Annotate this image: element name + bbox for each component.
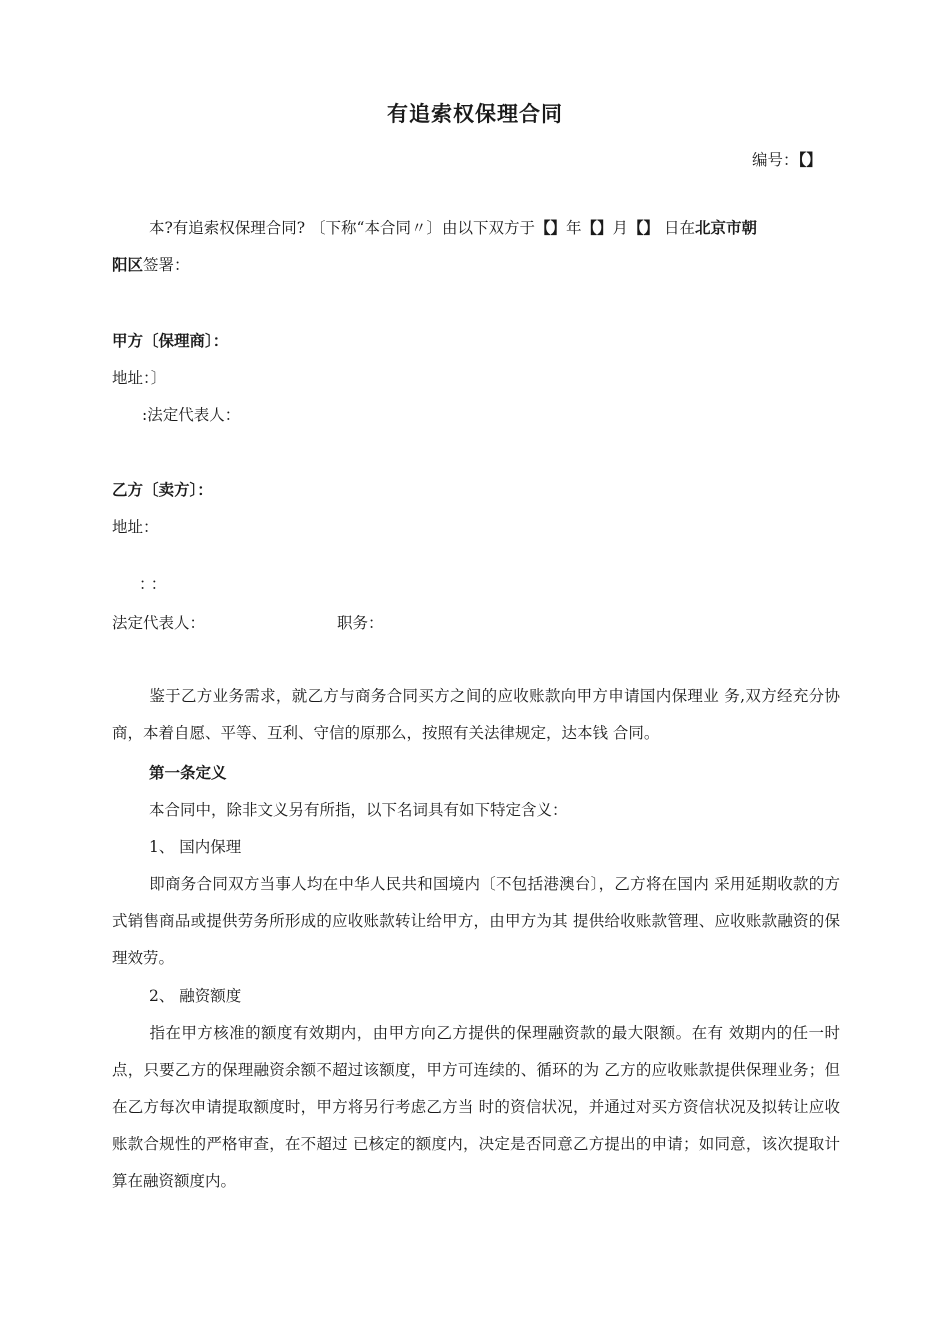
item-2-text: 指在甲方核准的额度有效期内，由甲方向乙方提供的保理融资款的最大限额。在有 效期内的任一时点，只要乙方的保理融资余额不超过该额度，甲方可连续的、循环的为 乙方的应收账款提供保理业务；但在乙方每次申请提取额度时，甲方将另行考虑乙方当 时的资信状况，并通过对买方资信状况及拟转让应收账款合规性的严格审查，在不超过 已核定的额度内，决定是否同意乙方提出的申请；如同意，该次提取计算在融资额度内。 bbox=[112, 1024, 840, 1190]
party-a-address: 地址：〕 bbox=[112, 369, 167, 387]
party-b-heading: 乙方〔卖方〕： bbox=[112, 481, 213, 499]
date-blank-day: 【】 bbox=[628, 219, 660, 237]
intro-month: 月 bbox=[612, 219, 629, 237]
date-blank-month: 【】 bbox=[581, 219, 613, 237]
intro-sign: 签署： bbox=[143, 256, 190, 274]
intro-line-1 bbox=[149, 218, 757, 238]
contract-number-value: 【】 bbox=[798, 151, 822, 169]
item-1-title: 1、 国内保理 bbox=[149, 838, 242, 856]
intro-text: 本?有追索权保理合同? 〔下称“本合同〃〕由以下双方于 bbox=[149, 219, 535, 237]
item-1-paragraph bbox=[112, 866, 840, 977]
article-1-lead: 本合同中，除非文义另有所指，以下名词具有如下特定含义： bbox=[149, 801, 568, 819]
signing-place-part2: 阳区 bbox=[112, 256, 144, 274]
party-b-colons: ：： bbox=[139, 575, 171, 593]
preamble-paragraph bbox=[112, 678, 840, 752]
article-1-heading: 第一条定义 bbox=[149, 764, 227, 782]
item-2-title: 2、 融资额度 bbox=[149, 987, 242, 1005]
preamble-text: 鉴于乙方业务需求，就乙方与商务合同买方之间的应收账款向甲方申请国内保理业 务,双方经充分协商，本着自愿、平等、互利、守信的原那么，按照有关法律规定，达本钱 合同。 bbox=[112, 687, 840, 742]
party-a-representative: :法定代表人： bbox=[142, 406, 241, 424]
document-title: 有追索权保理合同 bbox=[387, 102, 563, 126]
date-blank-year: 【】 bbox=[534, 219, 566, 237]
contract-number bbox=[752, 150, 822, 170]
party-b-address: 地址： bbox=[112, 518, 159, 536]
intro-day: 日在 bbox=[659, 219, 695, 237]
party-b-position: 职务： bbox=[337, 614, 384, 632]
intro-line-2 bbox=[112, 255, 190, 275]
party-a-heading: 甲方〔保理商〕： bbox=[112, 332, 229, 350]
item-1-text: 即商务合同双方当事人均在中华人民共和国境内〔不包括港澳台〕，乙方将在国内 采用延期收款的方式销售商品或提供劳务所形成的应收账款转让给甲方，由甲方为其 提供给收账款管理、应收账款融资的保理效劳。 bbox=[112, 875, 840, 967]
party-b-representative: 法定代表人： bbox=[112, 614, 206, 632]
contract-number-label: 编号： bbox=[752, 151, 799, 169]
intro-year: 年 bbox=[566, 219, 582, 237]
signing-place-part1: 北京市朝 bbox=[695, 219, 758, 237]
item-2-paragraph bbox=[112, 1015, 840, 1200]
